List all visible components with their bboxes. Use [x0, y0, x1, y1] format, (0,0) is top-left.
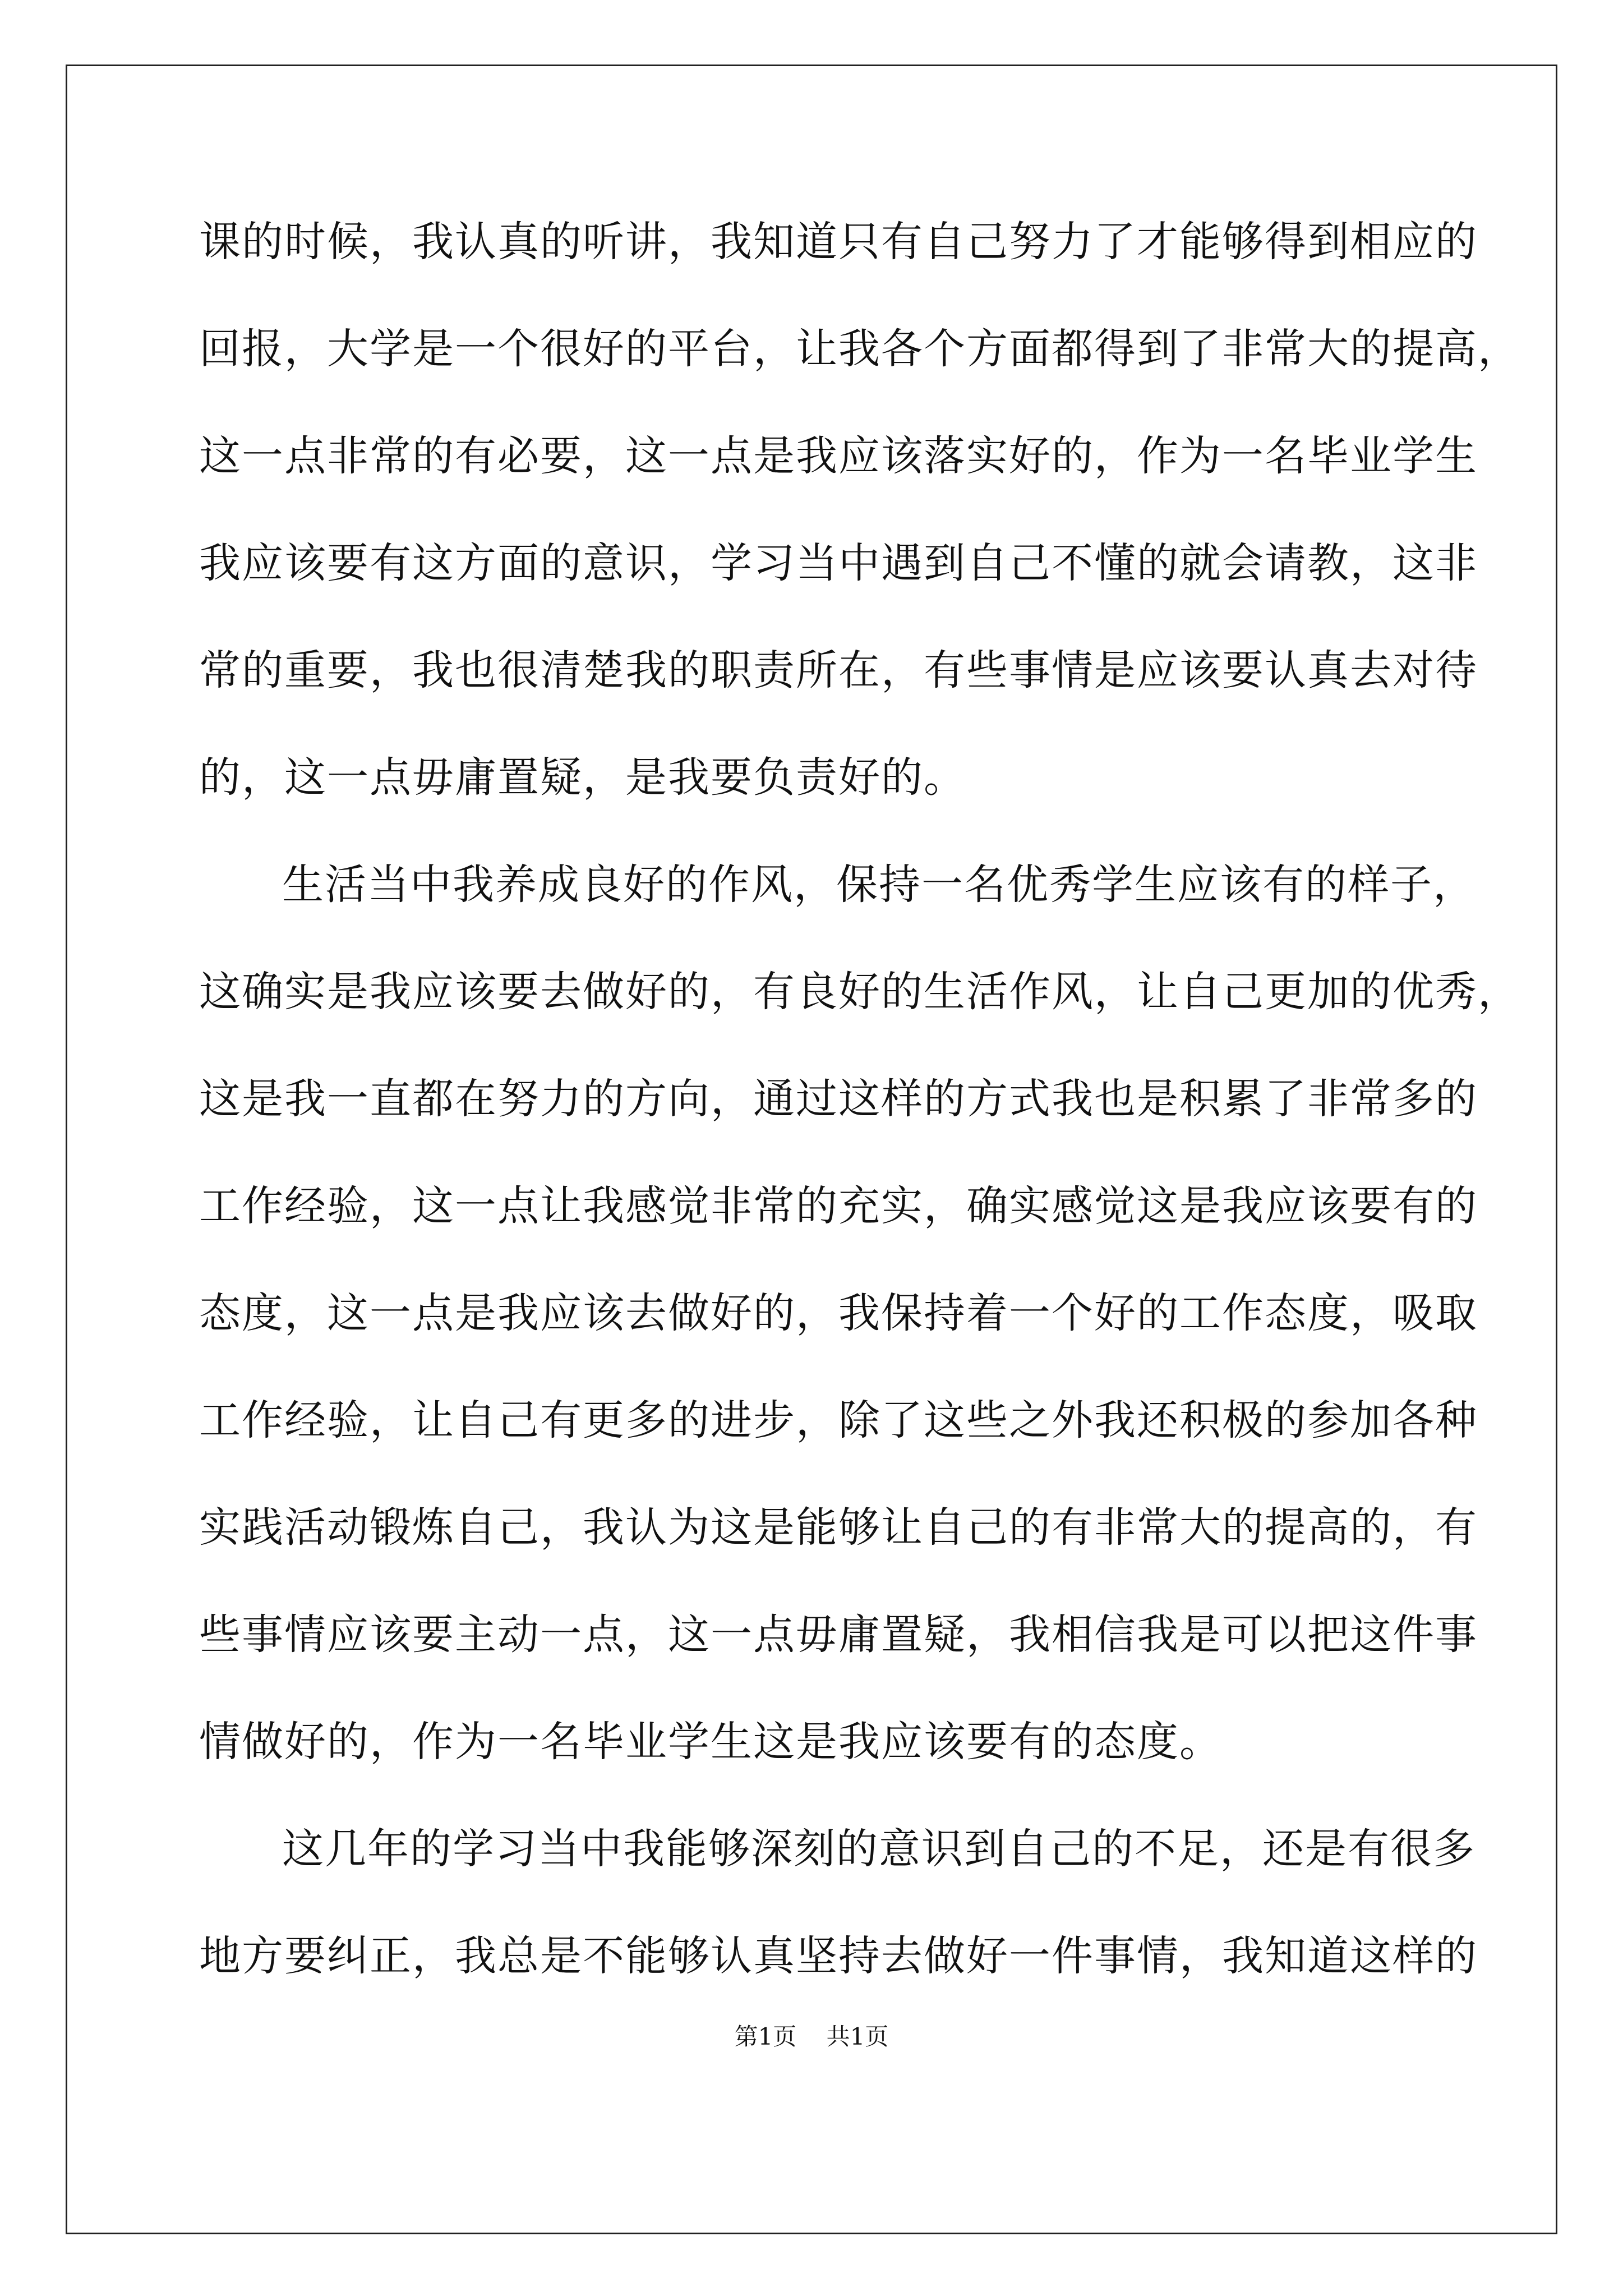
page-footer	[0, 2018, 1623, 2052]
text-line: 地方要纠正，我总是不能够认真坚持去做好一件事情，我知道这样的	[199, 1932, 1478, 1980]
text-line: 常的重要，我也很清楚我的职责所在，有些事情是应该要认真去对待	[199, 646, 1478, 694]
page-number-current: 第1页	[734, 2023, 797, 2050]
text-line: 情做好的，作为一名毕业学生这是我应该要有的态度。	[199, 1718, 1222, 1766]
text-line: 态度，这一点是我应该去做好的，我保持着一个好的工作态度，吸取	[199, 1289, 1478, 1337]
paragraph-first-line: 这几年的学习当中我能够深刻的意识到自己的不足，还是有很多	[282, 1825, 1476, 1873]
text-line: 回报，大学是一个很好的平台，让我各个方面都得到了非常大的提高，	[199, 325, 1520, 373]
page-number-total: 共1页	[826, 2023, 889, 2050]
text-line: 工作经验，这一点让我感觉非常的充实，确实感觉这是我应该要有的	[199, 1182, 1478, 1230]
text-line: 的，这一点毋庸置疑，是我要负责好的。	[199, 753, 966, 802]
paragraph-first-line: 生活当中我养成良好的作风，保持一名优秀学生应该有的样子，	[282, 861, 1476, 909]
text-line: 这确实是我应该要去做好的，有良好的生活作风，让自己更加的优秀，	[199, 968, 1520, 1016]
text-line: 些事情应该要主动一点，这一点毋庸置疑，我相信我是可以把这件事	[199, 1611, 1478, 1659]
text-line: 实践活动锻炼自己，我认为这是能够让自己的有非常大的提高的，有	[199, 1503, 1478, 1552]
text-line: 工作经验，让自己有更多的进步，除了这些之外我还积极的参加各种	[199, 1396, 1478, 1444]
text-line: 这一点非常的有必要，这一点是我应该落实好的，作为一名毕业学生	[199, 432, 1478, 480]
document-body	[199, 215, 1520, 2036]
text-line: 课的时候，我认真的听讲，我知道只有自己努力了才能够得到相应的	[199, 218, 1478, 266]
text-line: 这是我一直都在努力的方向，通过这样的方式我也是积累了非常多的	[199, 1075, 1478, 1123]
text-line: 我应该要有这方面的意识，学习当中遇到自己不懂的就会请教，这非	[199, 539, 1478, 587]
